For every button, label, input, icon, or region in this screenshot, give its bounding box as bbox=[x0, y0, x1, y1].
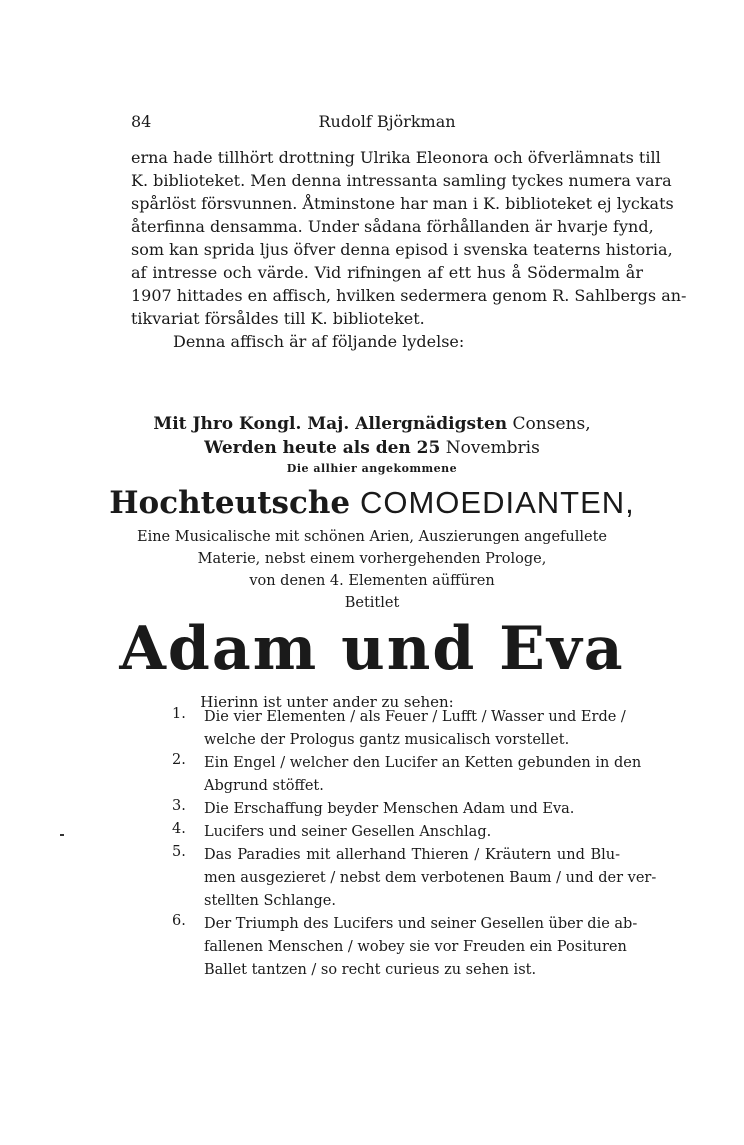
item-line: Ballet tantzen / so recht curieus zu sehen ist. bbox=[204, 962, 537, 978]
poster-line-3: Die allhier angekommene bbox=[286, 462, 458, 475]
poster-line-6: Materie, nebst einem vorhergehenden Prologe, bbox=[197, 551, 547, 567]
poster-line-5: Eine Musicalische mit schönen Arien, Auszierungen angefullete bbox=[137, 529, 607, 545]
margin-speck bbox=[60, 834, 64, 836]
list-item bbox=[172, 844, 657, 913]
body-line: som kan sprida ljus öfver denna episod i svenska teaterns historia, bbox=[131, 240, 673, 259]
item-number: 1. bbox=[172, 706, 186, 722]
poster-line-2 bbox=[0, 436, 744, 460]
body-paragraph bbox=[131, 146, 687, 353]
running-title: Rudolf Björkman bbox=[318, 112, 456, 131]
item-line: fallenen Menschen / wobey sie vor Freuden ein Posituren bbox=[204, 939, 627, 955]
poster-line-1 bbox=[0, 412, 744, 436]
item-number: 2. bbox=[172, 752, 186, 768]
list-item bbox=[172, 798, 620, 821]
poster-line-2-roman: Novembris bbox=[445, 438, 540, 458]
item-line: Ein Engel / welcher den Lucifer an Ketten gebunden in den bbox=[204, 755, 642, 771]
intro-line: Denna affisch är af följande lydelse: bbox=[173, 332, 465, 351]
body-line: spårlöst försvunnen. Åtminstone har man i K. biblioteket ej lyckats bbox=[131, 194, 674, 213]
body-line: tikvariat försåldes till K. biblioteket. bbox=[131, 309, 425, 328]
list-item bbox=[172, 821, 620, 844]
poster-line-1-roman: Consens, bbox=[512, 414, 591, 434]
body-line: erna hade tillhört drottning Ulrika Eleonora och öfverlämnats till bbox=[131, 148, 661, 167]
item-line: Die Erschaffung beyder Menschen Adam und Eva. bbox=[204, 801, 575, 817]
item-line: stellten Schlange. bbox=[204, 893, 336, 909]
list-item bbox=[172, 706, 626, 752]
poster-line-7: von denen 4. Elementen aüffüren bbox=[249, 573, 495, 589]
item-number: 3. bbox=[172, 798, 186, 814]
item-line: Lucifers und seiner Gesellen Anschlag. bbox=[204, 824, 492, 840]
item-line: welche der Prologus gantz musicalisch vorstellet. bbox=[204, 732, 570, 748]
body-line: återfinna densamma. Under sådana förhållanden är hvarje fynd, bbox=[131, 217, 654, 236]
poster-line-4-blackletter: Hochteutsche bbox=[109, 485, 351, 521]
poster-transcription bbox=[0, 412, 744, 714]
list-item bbox=[172, 752, 642, 798]
page-number: 84 bbox=[131, 112, 152, 131]
poster-line-8: Betitlet bbox=[344, 595, 400, 611]
poster-title: Adam und Eva bbox=[119, 614, 625, 684]
item-line: Die vier Elementen / als Feuer / Lufft / Wasser und Erde / bbox=[204, 709, 626, 725]
poster-line-1-blackletter: Mit Jhro Kongl. Maj. Allergnädigsten bbox=[153, 414, 508, 434]
item-number: 5. bbox=[172, 844, 186, 860]
item-line: men ausgezieret / nebst dem verbotenen Baum / und der ver- bbox=[204, 870, 657, 886]
scene-list bbox=[172, 706, 657, 982]
item-line: Abgrund stöffet. bbox=[204, 778, 324, 794]
body-line: af intresse och värde. Vid rifningen af ett hus å Södermalm år bbox=[131, 263, 643, 282]
poster-line-4 bbox=[0, 480, 744, 526]
poster-subtitle: Hierinn ist unter ander zu sehen: bbox=[200, 693, 454, 711]
item-line: Der Triumph des Lucifers und seiner Gesellen über die ab- bbox=[204, 916, 638, 932]
body-line: 1907 hittades en affisch, hvilken sedermera genom R. Sahlbergs an- bbox=[131, 286, 687, 305]
list-item bbox=[172, 913, 638, 982]
item-number: 4. bbox=[172, 821, 186, 837]
poster-line-2-blackletter: Werden heute als den 25 bbox=[204, 438, 441, 458]
poster-line-4-roman: COMOEDIANTEN, bbox=[359, 485, 635, 520]
body-line: K. biblioteket. Men denna intressanta samling tyckes numera vara bbox=[131, 171, 672, 190]
item-line: Das Paradies mit allerhand Thieren / Kräutern und Blu- bbox=[204, 847, 620, 863]
item-number: 6. bbox=[172, 913, 186, 929]
